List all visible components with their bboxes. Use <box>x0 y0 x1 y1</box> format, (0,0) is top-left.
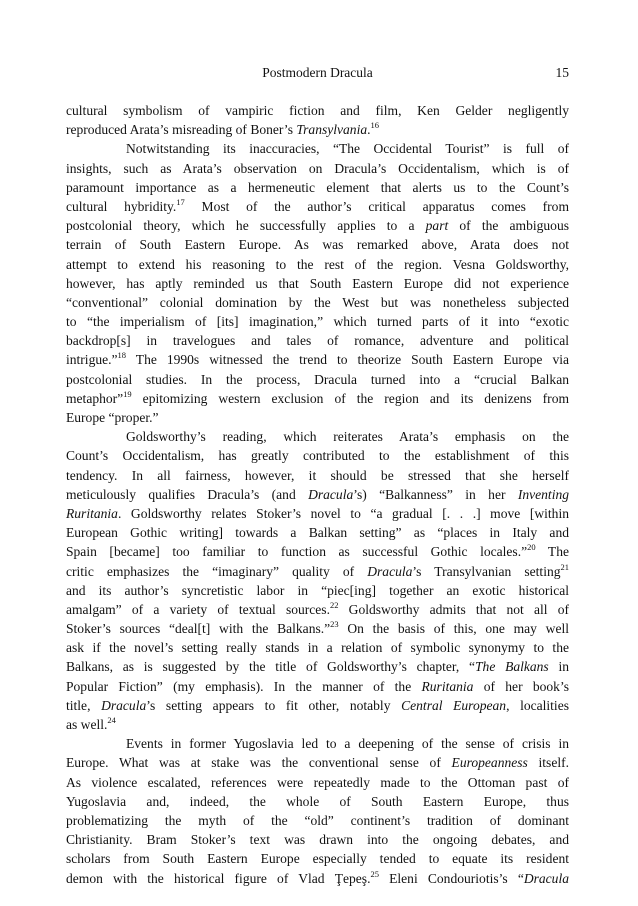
text-line: cultural symbolism of vampiric fiction and film, Ken Gelder negligently <box>66 103 569 118</box>
text-line: and its author’s syncretistic labor in “piec[ing] together an exotic historical <box>66 582 569 598</box>
text-line: Balkans, as is suggested by the title of Goldsworthy’s chapter, “The Balkans in <box>66 659 569 675</box>
text-line: problematizing the myth of the “old” continent’s tradition of dominant <box>66 812 569 828</box>
text-line: terrain of South Eastern Europe. As was remarked above, Arata does not <box>66 237 569 253</box>
text-line: Count’s Occidentalism, has greatly contributed to the establishment of this <box>66 448 569 464</box>
text-line: insights, such as Arata’s observation on Dracula’s Occidentalism, which is of <box>66 160 569 176</box>
body-text <box>66 101 569 888</box>
text-line: European Gothic writing] towards a Balkan setting” as “places in Italy and <box>66 525 569 541</box>
text-line: Popular Fiction” (my emphasis). In the manner of the Ruritania of her book’s <box>66 678 569 694</box>
text-line: metaphor”$^{19}$ epitomizing western exclusion of the region and its denizens from <box>66 388 569 406</box>
running-title: Postmodern Dracula <box>262 65 373 80</box>
text-line: Spain [became] too familiar to function as successful Gothic locales.”$^{20}$ The <box>66 542 569 560</box>
text-line: scholars from South Eastern Europe especially tended to equate its resident <box>66 851 569 867</box>
running-header <box>66 64 569 82</box>
text-line: Europe “proper.” <box>66 410 159 425</box>
text-line: to “the imperialism of [its] imagination,” which turned parts of it into “exotic <box>66 314 569 330</box>
text-line: As violence escalated, references were repeatedly made to the Ottoman past of <box>66 774 569 790</box>
text-line: Yugoslavia and, indeed, the whole of South Eastern Europe, thus <box>66 793 569 809</box>
text-line: meticulously qualifies Dracula’s (and Dracula’s) “Balkanness” in her Inventing <box>66 486 570 502</box>
text-line: ask if the novel’s setting really stands in a relation of symbolic synonymy to the <box>66 640 569 656</box>
text-line: title, Dracula’s setting appears to fit other, notably Central European, localities <box>66 697 569 713</box>
text-line: Christianity. Bram Stoker’s text was drawn into the ongoing debates, and <box>66 832 569 848</box>
text-line: amalgam” of a variety of textual sources.$^{22}$ Goldsworthy admits that not all of <box>66 599 569 617</box>
text-line: Stoker’s sources “deal[t] with the Balkans.”$^{23}$ On the basis of this, one may well <box>66 619 569 637</box>
text-line: Events in former Yugoslavia led to a deepening of the sense of crisis in <box>126 736 569 752</box>
text-line: attempt to extend his reasoning to the rest of the region. Vesna Goldsworthy, <box>66 256 569 272</box>
text-line: however, has aptly reminded us that South Eastern Europe did not experience <box>66 275 569 291</box>
text-line: postcolonial studies. In the process, Dracula turned into a “crucial Balkan <box>66 371 569 387</box>
text-line: Notwitstanding its inaccuracies, “The Occidental Tourist” is full of <box>126 141 569 157</box>
text-line: paramount importance as a hermeneutic element that alerts us to the Count’s <box>66 179 569 195</box>
text-line: intrigue.”$^{18}$ The 1990s witnessed the trend to theorize South Eastern Europe via <box>66 350 569 368</box>
text-line: Europe. What was at stake was the conventional sense of Europeanness itself. <box>66 755 569 771</box>
text-line: backdrop[s] in travelogues and tales of romance, adventure and political <box>66 333 569 349</box>
text-line: demon with the historical figure of Vlad Ţepeş.$^{25}$ Eleni Condouriotis’s “Dracula <box>66 868 569 886</box>
text-line: postcolonial theory, which he successfully applies to a part of the ambiguous <box>66 218 569 234</box>
text-line: critic emphasizes the “imaginary” quality of Dracula’s Transylvanian setting$^{21}$ <box>66 561 570 579</box>
text-line: Ruritania. Goldsworthy relates Stoker’s novel to “a gradual [. . .] move [within <box>66 505 569 521</box>
text-line: Goldsworthy’s reading, which reiterates Arata’s emphasis on the <box>126 429 569 445</box>
text-line: cultural hybridity.$^{17}$ Most of the author’s critical apparatus comes from <box>66 196 569 214</box>
page-number: 15 <box>555 65 569 80</box>
text-line: “conventional” colonial domination by the West but was nonetheless subjected <box>66 294 569 310</box>
text-line: as well.$^{24}$ <box>66 715 116 732</box>
text-line: tendency. In all fairness, however, it should be stressed that she herself <box>66 467 569 483</box>
text-line: reproduced Arata’s misreading of Boner’s Transylvania.$^{16}$ <box>66 120 380 138</box>
